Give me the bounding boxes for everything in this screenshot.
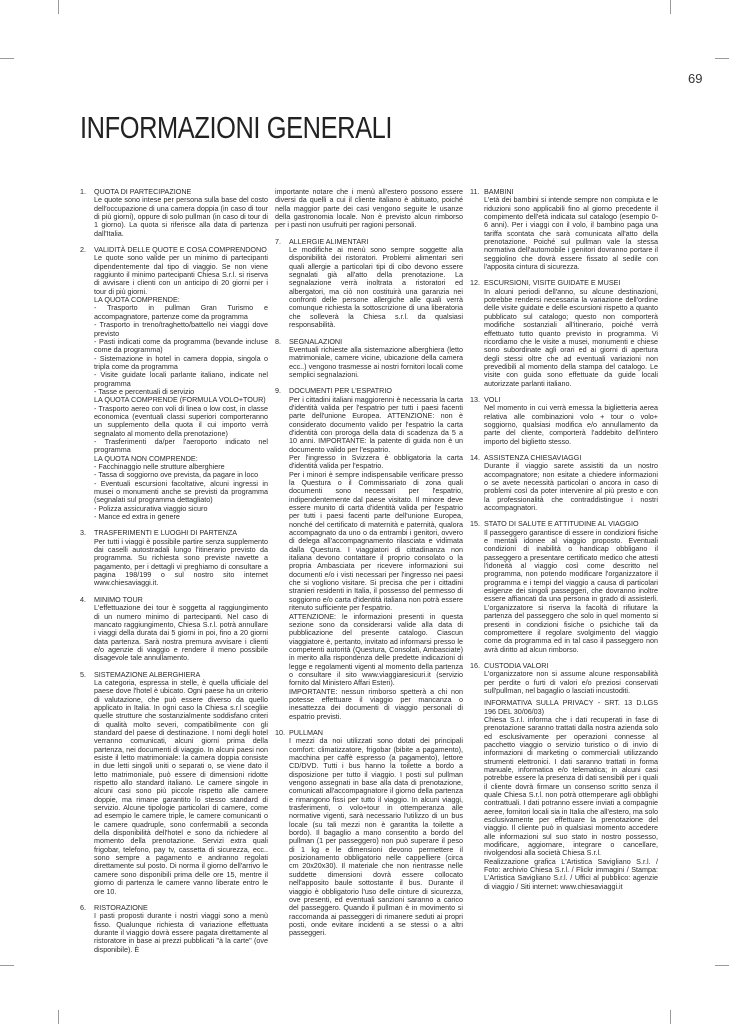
section-12 — [470, 279, 658, 387]
crop-mark — [715, 58, 729, 59]
section-title: PULLMAN — [289, 727, 323, 737]
section-text: - Polizza assicurativa viaggio sicuro — [94, 503, 208, 513]
section-5 — [80, 671, 268, 896]
section-text: Le quote sono valide per un minimo di partecipanti dipendentemente dal tipo di viaggio. Se non viene raggiunto il minimo partecipanti Chiesa S.r.l. si riserva di avvisare i clienti con un anticipo di 20 giorni per i tour di più giorni. — [94, 253, 268, 296]
crop-mark — [58, 0, 59, 14]
section-text: - Trasporto in treno/traghetto/battello nei viaggi dove previsto — [94, 320, 268, 338]
section-title: ESCURSIONI, VISITE GUIDATE E MUSEI — [484, 278, 621, 288]
section-number: 13. — [470, 394, 480, 404]
section-10 — [275, 729, 463, 938]
text-column-3 — [470, 188, 658, 899]
section-title: TRASFERIMENTI E LUOGHI DI PARTENZA — [94, 528, 238, 538]
section-text: - Trasporto aereo con voli di linea o low cost, in classe economica (eventuali classi superiori comporteranno un supplemento della quota il cui importo verrà segnalato al momento della prenotazione) — [94, 403, 268, 438]
section-text: LA QUOTA COMPRENDE: — [94, 295, 180, 305]
section-6 — [80, 904, 268, 954]
section-text: - Tassa di soggiorno ove prevista, da pagare in loco — [94, 470, 259, 480]
section-title: DOCUMENTI PER L'ESPATRIO — [289, 386, 392, 396]
section-text: LA QUOTA COMPRENDE (FORMULA VOLO+TOUR) — [94, 395, 266, 405]
crop-mark — [58, 1010, 59, 1024]
section-text: L'età dei bambini si intende sempre non compiuta e le riduzioni sono applicabili fino al giorno precedente il compimento dell'età indicata sul catalogo (esempio 0-6 anni). Per i viaggi con il volo, il bambino paga una tariffa scontata che sarà comunicata all'atto della prenotazione. Poiché sul pullman vale la stessa normativa dell'automobile i genitori dovranno portare il seggiolino che dovrà essere fissato al sedile con l'apposita cintura di sicurezza. — [484, 195, 658, 272]
section-text: In alcuni periodi dell'anno, su alcune destinazioni, potrebbe rendersi necessaria la variazione dell'ordine delle visite guidate e delle escursioni rispetto a quanto pubblicato sul catalogo; questo non comporterà modifiche sostanziali all'itinerario, poiché verrà effettuato tutto quanto previsto in programma. Vi ricordiamo che le visite a musei, monumenti e chiese sono subordinate agli orari ed ai giorni di apertura degli stessi oltre che ad eventuali variazioni non prevedibili al momento della stampa del catalogo. Le visite con guida sono effettuate da guide locali autorizzate parlanti italiano. — [484, 286, 658, 388]
section-number: 6. — [80, 902, 86, 912]
section-text: Eventuali richieste alla sistemazione alberghiera (letto matrimoniale, camere vicine, ubicazione della camera ecc..) vengono trasmesse ai nostri fornitori locali come semplici segnalazioni. — [289, 344, 463, 379]
section-text: ATTENZIONE: le informazioni presenti in questa sezione sono da considerarsi valide alla data di pubblicazione del presente catalogo. Ciascun viaggiatore è, pertanto, invitato ad informarsi presso le competenti autorità (Questura, Consolati, Ambasciate) in merito alla rispondenza delle predette indicazioni di legge e regolamenti vigenti al momento della partenza o consultare il sito www.viaggiaresicuri.it (servizio fornito dal Ministero Affari Esteri). — [289, 611, 463, 688]
section-16 — [470, 662, 658, 891]
section-title: VALIDITÀ DELLE QUOTE E COSA COMPRENDONO — [94, 245, 267, 255]
section-text: Per i minori è sempre indispensabile verificare presso la Questura o il Commissariato di zona quali documenti sono necessari per l'espatrio, indipendentemente dal paese visitato. Il minore deve essere munito di carta d'identità valida per l'espatrio per tutti i paesi facenti parte dell'unione Europea, nonché del certificato di maternità e paternità, qualora accompagnato da uno o da entrambi i genitori, ovvero di delega all'accompagnamento rilasciata e vidimata dalla Questura. I viaggiatori di cittadinanza non italiana devono contattare il proprio consolato o la propria Ambasciata per ricevere informazioni sui documenti e/o i visti necessari per l'ingresso nei paesi che si vogliono visitare. Si precisa che per i cittadini stranieri residenti in Italia, il possesso del permesso di soggiorno e/o carta d'identità italiana non potrà essere ritenuto sufficiente per l'espatrio. — [289, 469, 463, 613]
section-text: Durante il viaggio sarete assistiti da un nostro accompagnatore; non esitate a chiedere informazioni o se avete necessità particolari o ancora in caso di problemi così da poter intervenire al più presto e con la professionalità che contraddistingue i nostri accompagnatori. — [484, 461, 658, 513]
section-title: SISTEMAZIONE ALBERGHIERA — [94, 669, 201, 679]
section-text: L'effettuazione dei tour è soggetta al raggiungimento di un numero minimo di partecipanti. Nel caso di mancato raggiungimento, Chiesa S.r.l. potrà annullare i viaggi della durata dai 5 giorni in poi, fino a 20 giorni data partenza. Sarà nostra premura avvisare i clienti e/o agenzie di viaggio e rendere il meno possibile disagevole tale annullamento. — [94, 603, 268, 663]
section-title: CUSTODIA VALORI — [484, 660, 549, 670]
subsection-text: Chiesa S.r.l. informa che i dati recuperati in fase di prenotazione saranno trattati dalla nostra azienda solo ed esclusivamente per operazioni connesse al pacchetto viaggio o servizio turistico o di invio di informazioni di marketing o commerciali utilizzando strumenti elettronici. I dati saranno trattati in forma manuale, informatica e/o telematica; in alcuni casi potrebbe essere la presenza di dati sensibili per i quali il cliente dovrà firmare un consenso scritto senza il quale Chiesa S.r.l. non potrà ottemperare agli obblighi contrattuali. I dati potranno essere inviati a compagnie aeree, fornitori locali sia in Italia che all'estero, ma solo esclusivamente per effettuare la prenotazione del viaggio. Il cliente può in qualsiasi momento accedere alle informazioni sul suo stato in nostro possesso, modificare, aggiornare, integrare o cancellare, rivolgendosi alla società Chiesa S.r.l. — [484, 714, 658, 858]
section-number: 7. — [275, 236, 281, 246]
section-7 — [275, 238, 463, 330]
section-number: 11. — [470, 187, 480, 196]
section-text: - Sistemazione in hotel in camera doppia, singola o tripla come da programma — [94, 353, 268, 371]
section-title: STATO DI SALUTE E ATTITUDINE AL VIAGGIO — [484, 519, 639, 529]
crop-mark — [0, 58, 14, 59]
section-text: Il passeggero garantisce di essere in condizioni fisiche e mentali idonee al viaggio proposto. Eventuali condizioni di inabilità o handicap obbligano il passeggero a presentare certificato medico che attesti l'idoneità al viaggio così come descritto nel programma, non potendo modificare l'organizzatore il programma e i tempi del viaggio a causa di particolari esigenze dei singoli passeggeri, che dovranno inoltre essere affiancati da una persona in grado di assisterli. L'organizzatore si riserva la facoltà di rifiutare la partenza del passeggero che solo in quel momento si presenti in condizioni fisiche o psichiche tali da compromettere il regolare svolgimento del viaggio come da programma ed in tal caso il passeggero non avrà diritto ad alcun rimborso. — [484, 527, 658, 654]
section-number: 8. — [275, 336, 281, 346]
section-2 — [80, 246, 268, 521]
section-text: I mezzi da noi utilizzati sono dotati dei principali comfort: climatizzatore, frigobar (bibite a pagamento), macchina per caffè espresso (a pagamento), lettore CD/DVD. Tutti i bus hanno la toilette a bordo a disposizione per tutto il viaggio. I posti sul pullman vengono assegnati in base alla data di prenotazione, comunicati all'accompagnatore il giorno della partenza e rimangono fissi per tutto il viaggio. In alcuni viaggi, trasferimenti, o volo+tour in ottemperanza alle normative vigenti, sarà necessario l'utilizzo di un bus locale (su tali mezzi non è garantita la toilette a bordo). Il bagaglio a mano consentito a bordo del pullman (1 per passeggero) non può superare il peso di 1 kg e le dimensioni devono permettere il posizionamento obbligatorio nelle cappelliere (circa cm 20x20x30). Il materiale che non rientrasse nelle suddette dimensioni dovrà essere collocato nell'apposito baule sottostante il bus. Durante il viaggio è obbligatorio l'uso delle cinture di sicurezza, ove presenti, ed eventuali sanzioni saranno a carico del passeggero. Quando il pullman è in movimento si raccomanda ai passeggeri di rimanere seduti ai propri posti, onde evitare incidenti a se stessi o a altri passeggeri. — [289, 736, 463, 938]
section-text: - Eventuali escursioni facoltative, alcuni ingressi in musei o monumenti anche se previsti da programma (segnalati sul programma dettagliato) — [94, 478, 268, 505]
section-8 — [275, 338, 463, 380]
section-number: 12. — [470, 278, 480, 288]
section-title: RISTORAZIONE — [94, 902, 148, 912]
section-text: - Mance ed extra in genere — [94, 512, 180, 522]
paragraph-text: importante notare che i menù all'estero possono essere diversi da quelli a cui il cliente italiano è abituato, poiché nella maggior parte dei casi vengono seguite le usanze della gastronomia locale. Non è previsto alcun rimborso per i pasti non usufruiti per ragioni personali. — [275, 187, 463, 230]
section-number: 3. — [80, 528, 86, 538]
section-number: 16. — [470, 660, 480, 670]
section-text: - Trasporto in pullman Gran Turismo e accompagnatore, partenze come da programma — [94, 303, 268, 321]
section-9 — [275, 387, 463, 721]
section-number: 15. — [470, 519, 480, 529]
section-title: BAMBINI — [484, 187, 514, 196]
section-text: Nel momento in cui verrà emessa la biglietteria aerea relativa alle combinazioni volo + tour o volo+ soggiorno, qualsiasi modifica e/o annullamento da parte del cliente, comporterà l'addebito dell'intero importo del biglietto stesso. — [484, 403, 658, 446]
section-number: 1. — [80, 187, 86, 196]
section-3 — [80, 529, 268, 587]
section-text: Per i cittadini italiani maggiorenni è necessaria la carta d'identità valida per l'espatrio per tutti i paesi facenti parte dell'unione Europea. ATTENZIONE: non è considerato documento valido per l'espatrio la carta d'identità con proroga della data di scadenza da 5 a 10 anni. IMPORTANTE: la patente di guida non è un documento valido per l'espatrio. — [289, 394, 463, 454]
subsection-text: Realizzazione grafica L'Artistica Savigliano S.r.l. / Foto: archivio Chiesa S.r.l. / Flickr immagini / Stampa: L'Artistica Savigliano S.r.l. / Uffici al pubblico: agenzie di viaggio / Siti internet: www.chiesaviaggi.it — [484, 856, 658, 891]
section-title: QUOTA DI PARTECIPAZIONE — [94, 187, 192, 196]
section-title: ASSISTENZA CHIESAVIAGGI — [484, 452, 582, 462]
page-title: INFORMAZIONI GENERALI — [80, 110, 392, 145]
section-number: 9. — [275, 386, 281, 396]
section-text: - Tasse e percentuali di servizio — [94, 386, 195, 396]
section-1 — [80, 188, 268, 238]
section-text: Per l'ingresso in Svizzera è obbligatoria la carta d'identità valida per l'espatrio. — [289, 452, 463, 471]
subsection-title: INFORMATIVA SULLA PRIVACY - SRT. 13 D.LGS 196 DEL 30/06/03) — [484, 698, 658, 716]
section-13 — [470, 396, 658, 446]
section-11 — [470, 188, 658, 271]
section-number: 2. — [80, 245, 86, 255]
crop-mark — [0, 965, 14, 966]
section-text: IMPORTANTE: nessun rimborso spetterà a chi non potesse effettuare il viaggio per mancanza o inesattezza dei documenti di viaggio personali di espatrio previsti. — [289, 686, 463, 721]
section-text: - Trasferimenti da/per l'aeroporto indicato nel programma — [94, 436, 268, 455]
section-text: - Visite guidate locali parlante italiano, indicate nel programma — [94, 370, 268, 388]
section-text: L'organizzatore non si assume alcune responsabilità per perdite o furti di valori e/o preziosi conservati sull'pullman, nel bagaglio o lasciati incustoditi. — [484, 669, 658, 695]
crop-mark — [670, 0, 671, 14]
section-text: Le quote sono intese per persona sulla base del costo dell'occupazione di una camera doppia (in caso di tour di più giorni), oppure di solo pullman (in caso di tour di 1 giorno). La quota si riferisce alla data di partenza dall'Italia. — [94, 195, 268, 238]
section-text: La categoria, espressa in stelle, è quella ufficiale del paese dove l'hotel è ubicato. Ogni paese ha un criterio di valutazione, che può essere diverso da quello applicato in Italia. In ogni caso la Chiesa s.r.l scegliie quelle strutture che sostanzialmente soddisfano criteri di qualità molto severi, compatibilmente con gli standard del paese di destinazione. I nomi degli hotel verranno comunicati, alcuni giorni prima della partenza, nei documenti di viaggio. In alcuni paesi non esiste il letto matrimoniale: la camera doppia consiste in due letti singoli uniti o separati o, se viene dato il letto matrimoniale, può essere di dimensioni ridotte rispetto allo standard italiano. Le camere singole in alcuni casi sono più piccole rispetto alle camere doppie, ma rimane garantito lo stesso standard di servizio. Alcune tipologie particolari di camere, come ad esempio le camere triple, le camere comunicanti o le camere quadruple, sono confermabili a seconda della disponibilità dell'hotel e sono da richiedere al momento della prenotazione. Servizi extra quali frigobar, telefono, pay tv, cassetta di sicurezza, ecc.. sono sempre a pagamento e andranno regolati direttamente sul posto. Di norma il giorno dell'arrivo le camere sono disponibili prima delle ore 15, mentre il giorno di partenza le camere vanno liberate entro le ore 10. — [94, 677, 268, 896]
continued-paragraph — [275, 188, 463, 230]
section-number: 14. — [470, 452, 480, 462]
section-text: - Pasti indicati come da programma (bevande incluse come da programma) — [94, 336, 268, 355]
section-title: ALLERGIE ALIMENTARI — [289, 236, 369, 246]
section-14 — [470, 454, 658, 512]
section-title: SEGNALAZIONI — [289, 336, 343, 346]
section-4 — [80, 596, 268, 663]
section-text: Per tutti i viaggi è possibile partire senza supplemento dai caselli autostradali lungo l'itinerario previsto da programma. Su richiesta sono previste navette a pagamento, per i dettagli vi preghiamo di consultare a pagina 198/199 o sul nostro sito internet www.chiesaviaggi.it. — [94, 536, 268, 588]
section-title: MINIMO TOUR — [94, 594, 143, 604]
section-text: I pasti proposti durante i nostri viaggi sono a menù fisso. Qualunque richiesta di variazione effettuata durante il viaggio dovrà essere pagata direttamente al ristoratore in base ai prezzi pubblicati "à la carte" (ove disponibile). È — [94, 911, 268, 954]
section-number: 4. — [80, 594, 86, 604]
section-number: 10. — [275, 727, 285, 737]
text-column-1 — [80, 188, 268, 962]
section-15 — [470, 520, 658, 654]
section-title: VOLI — [484, 394, 501, 404]
crop-mark — [715, 965, 729, 966]
section-text: LA QUOTA NON COMPRENDE: — [94, 453, 198, 463]
section-text: - Facchinaggio nelle strutture alberghiere — [94, 462, 225, 471]
section-text: Le modifiche ai menù sono sempre soggette alla disponibilità dei ristoratori. Problemi alimentari seri quali allergie a particolari tipi di cibo devono essere segnalati già all'atto della prenotazione. La segnalazione verrà inoltrata a ristoratori ed albergatori, ma ciò non costituirà una garanzia nei confronti delle persone allergiche alle quali verrà comunque richiesta la sottoscrizione di una liberatoria che solleverà la Chiesa s.r.l. da qualsiasi responsabilità. — [289, 245, 463, 330]
crop-mark — [670, 1010, 671, 1024]
section-number: 5. — [80, 669, 86, 679]
text-column-2 — [275, 188, 463, 946]
page-number: 69 — [688, 71, 703, 86]
